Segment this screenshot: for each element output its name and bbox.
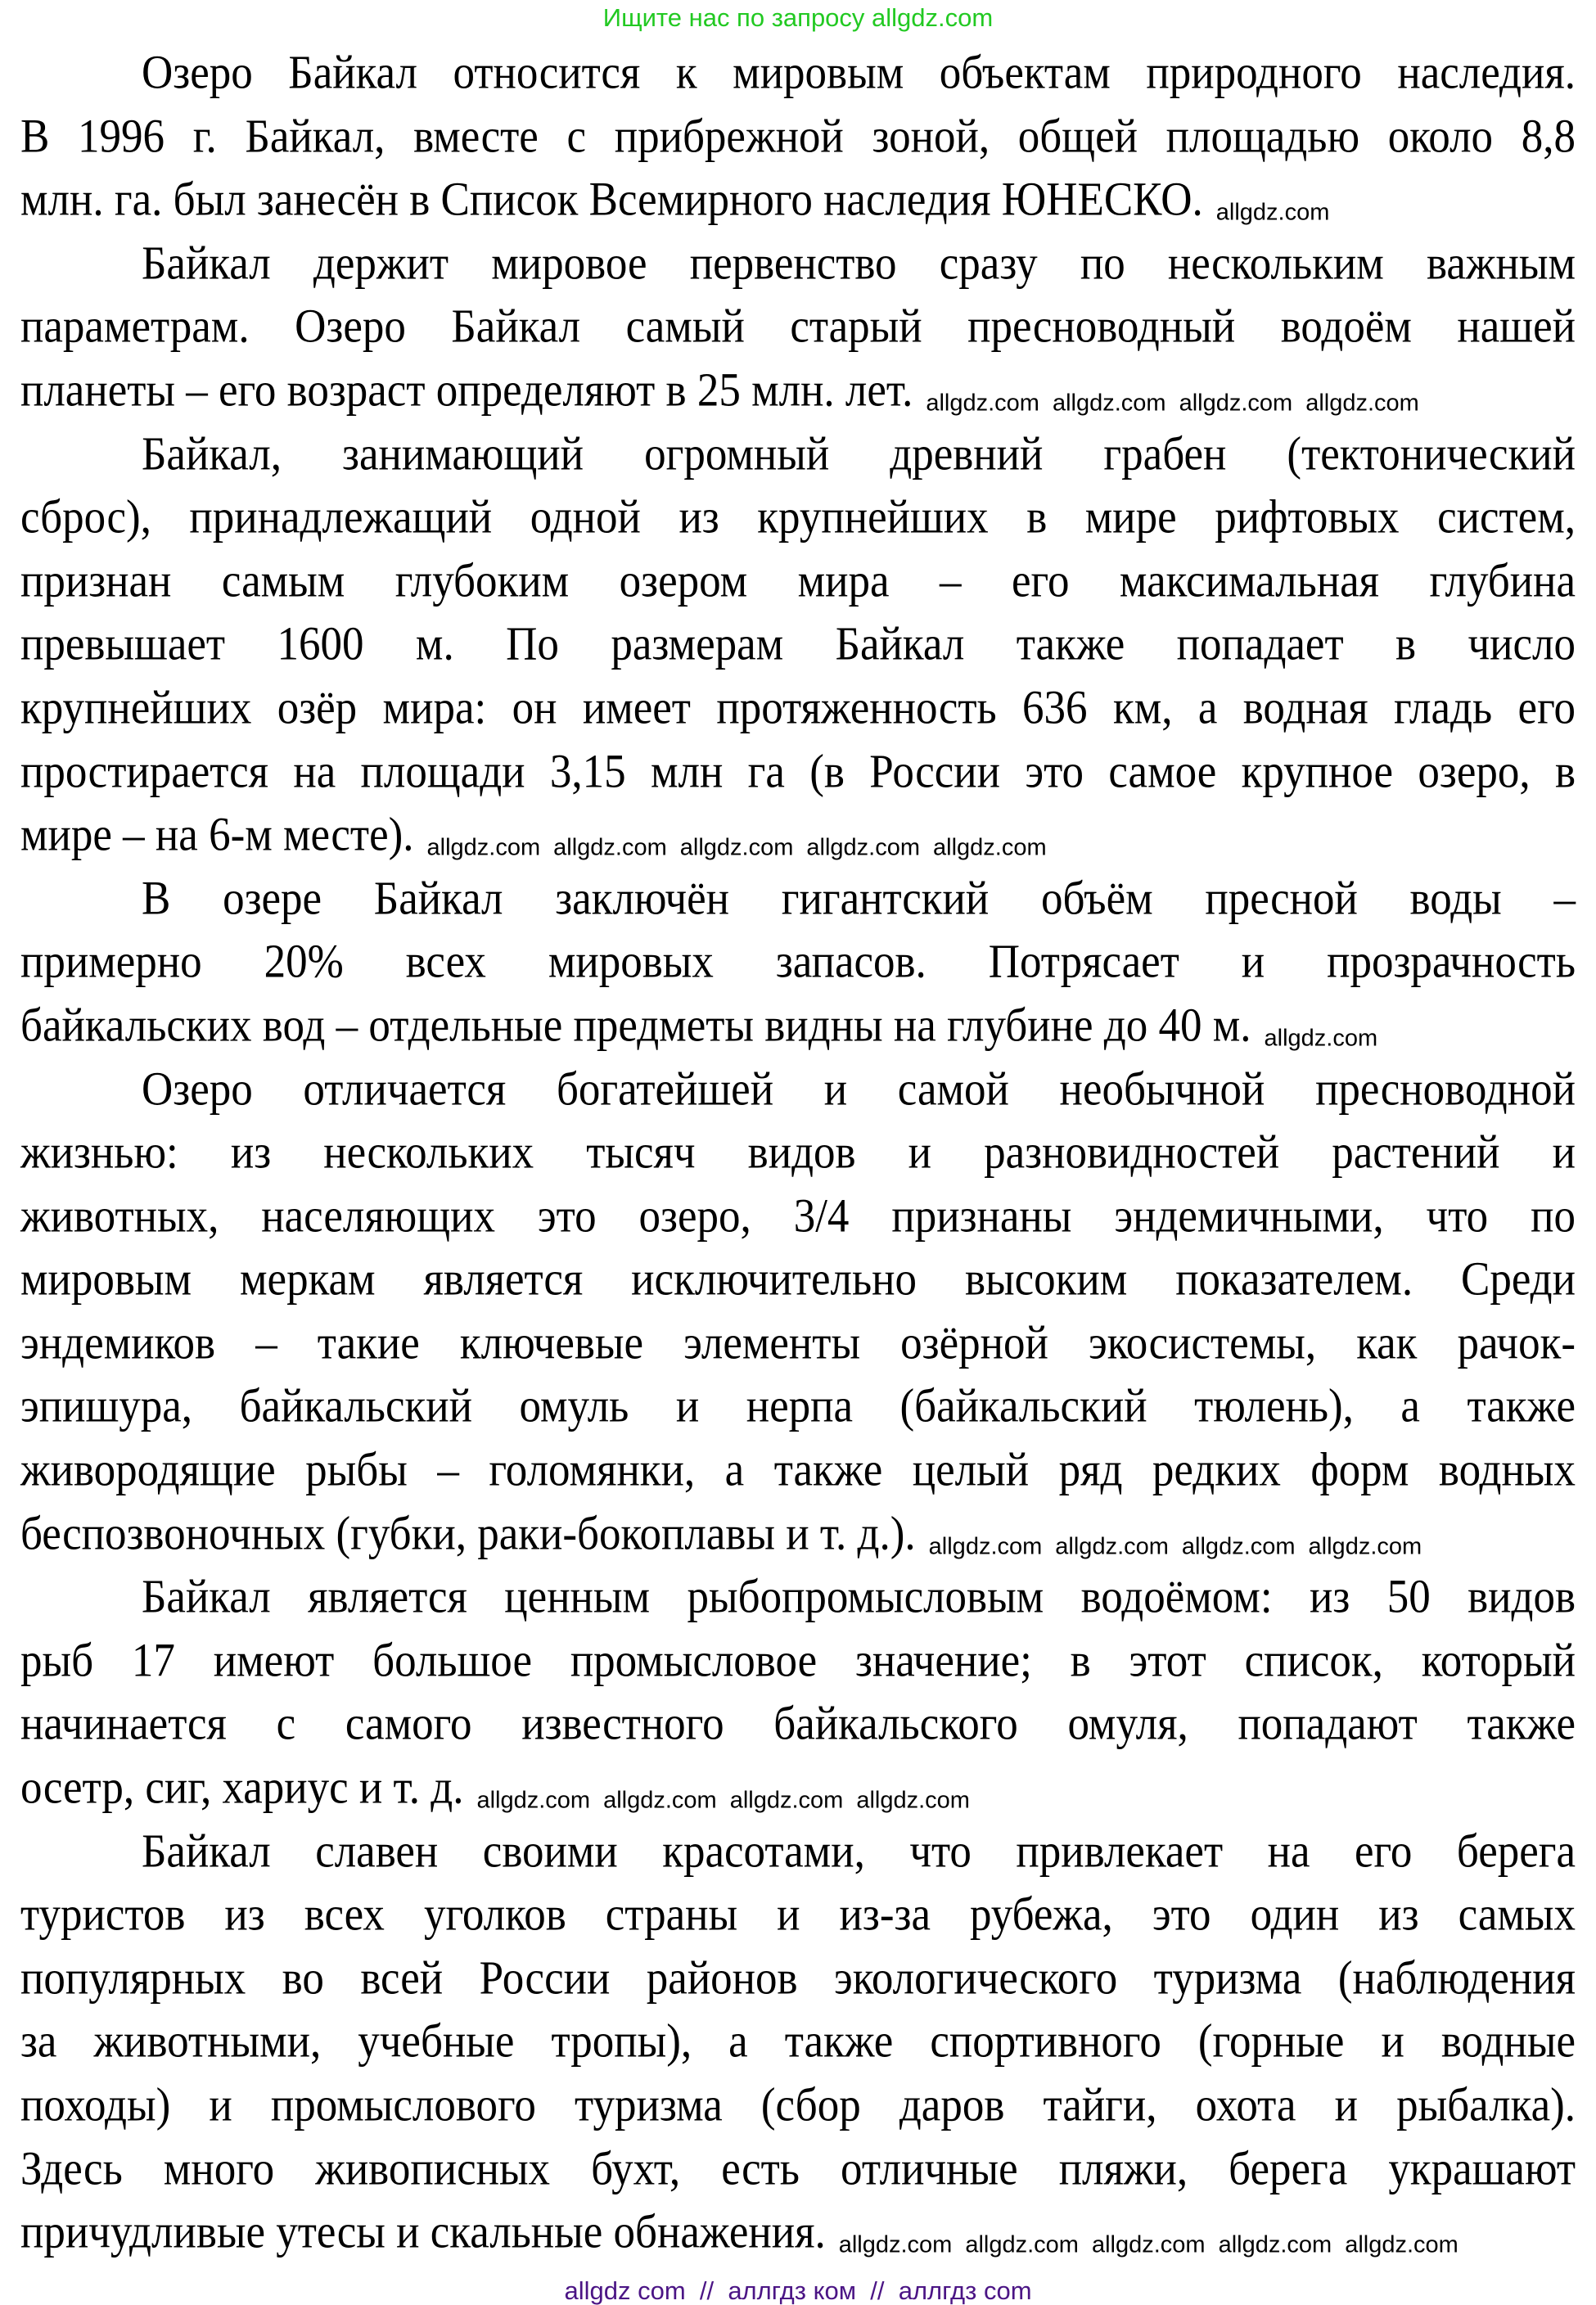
paragraph-line-text: эндемиков – такие ключевые элементы озёрной экосистемы, как рачок-	[20, 1316, 1576, 1369]
watermark: allgdz.com	[933, 834, 1047, 861]
paragraph-line	[20, 1373, 1576, 1442]
paragraph-line	[20, 1817, 1576, 1887]
site-footer-links: allgdz com // аллгдз ком // аллгдз com	[564, 2276, 1032, 2305]
paragraph-line-text: Байкал является ценным рыбопромысловым водоёмом: из 50 видов	[142, 1571, 1576, 1624]
paragraph-line-text: Озеро отличается богатейшей и самой необычной пресноводной	[142, 1062, 1576, 1116]
paragraph-line	[20, 102, 1576, 172]
paragraph-line-text: мировым меркам является исключительно высоким показателем. Среди	[20, 1253, 1576, 1306]
paragraph-line-text: сброс), принадлежащий одной из крупнейших в мире рифтовых систем,	[20, 491, 1576, 544]
paragraph-line	[20, 610, 1576, 679]
paragraph-line	[20, 1055, 1576, 1125]
paragraph-line-text: Здесь много живописных бухт, есть отличные пляжи, берега украшают	[20, 2142, 1576, 2195]
paragraph-line-text: начинается с самого известного байкальского омуля, попадают также	[20, 1698, 1576, 1751]
paragraph-line-text: за животными, учебные тропы), а также спортивного (горные и водные	[20, 2015, 1576, 2068]
document-body	[20, 42, 1576, 2265]
paragraph-line-text: планеты – его возраст определяют в 25 млн. лет.	[20, 363, 913, 417]
paragraph-line	[20, 1690, 1576, 1760]
paragraph-line-text: примерно 20% всех мировых запасов. Потрясает и прозрачность	[20, 936, 1576, 989]
paragraph-line-text: живородящие рыбы – голомянки, а также целый ряд редких форм водных	[20, 1444, 1576, 1496]
paragraph-line-text: беспозвоночных (губки, раки-бокоплавы и т. д.).	[20, 1507, 916, 1560]
watermark: allgdz.com	[1218, 2231, 1332, 2258]
paragraph-line-text: Озеро Байкал относится к мировым объектам природного наследия.	[142, 47, 1576, 99]
watermark: allgdz.com	[928, 1533, 1043, 1560]
paragraph-line-text: мире – на 6-м месте).	[20, 809, 414, 861]
watermark: allgdz.com	[1179, 390, 1293, 417]
paragraph-line-text: эпишура, байкальский омуль и нерпа (байкальский тюлень), а также	[20, 1380, 1576, 1433]
paragraph-line	[20, 1753, 1576, 1823]
paragraph-line-text: Байкал славен своими красотами, что привлекает на его берега	[142, 1825, 1576, 1878]
watermark: allgdz.com	[856, 1787, 970, 1814]
paragraph-line	[20, 674, 1576, 743]
paragraph-line-text: причудливые утесы и скальные обнажения.	[20, 2206, 826, 2259]
watermark: allgdz.com	[926, 390, 1039, 417]
paragraph-line-text: млн. га. был занесён в Список Всемирного наследия ЮНЕСКО.	[20, 174, 1203, 227]
paragraph-line-text: туристов из всех уголков страны и из-за рубежа, это один из самых	[20, 1888, 1576, 1942]
watermark: allgdz.com	[1264, 1025, 1378, 1052]
paragraph-line	[20, 927, 1576, 997]
paragraph-line-text: осетр, сиг, хариус и т. д.	[20, 1761, 464, 1814]
paragraph-line	[20, 864, 1576, 934]
watermark: allgdz.com	[1055, 1533, 1169, 1560]
paragraph-line-text: походы) и промыслового туризма (сбор даров тайги, охота и рыбалка).	[20, 2079, 1576, 2131]
paragraph-line-text: В озере Байкал заключён гигантский объём пресной воды –	[142, 872, 1576, 925]
paragraph-line-text: байкальских вод – отдельные предметы видны на глубине до 40 м.	[20, 999, 1251, 1052]
watermark: allgdz.com	[1215, 199, 1330, 226]
watermark: allgdz.com	[838, 2231, 953, 2258]
paragraph-line	[20, 2198, 1576, 2267]
paragraph-line	[20, 1118, 1576, 1188]
paragraph-line	[20, 420, 1576, 489]
paragraph-line	[20, 1182, 1576, 1252]
paragraph-line	[20, 292, 1576, 362]
paragraph-line	[20, 991, 1576, 1061]
paragraph-line-text: признан самым глубоким озером мира – его максимальная глубина	[20, 554, 1576, 607]
paragraph-line	[20, 1436, 1576, 1505]
paragraph-line	[20, 1626, 1576, 1696]
watermark: allgdz.com	[1305, 390, 1419, 417]
paragraph-line	[20, 1245, 1576, 1315]
paragraph-line-text: В 1996 г. Байкал, вместе с прибрежной зоной, общей площадью около 8,8	[20, 110, 1576, 163]
paragraph-line	[20, 547, 1576, 616]
paragraph-line-text: животных, населяющих это озеро, 3/4 признаны эндемичными, что по	[20, 1189, 1576, 1243]
paragraph-line-text: Байкал держит мировое первенство сразу по нескольким важным	[142, 237, 1576, 290]
paragraph-line-text: популярных во всей России районов экологического туризма (наблюдения	[20, 1951, 1576, 2005]
paragraph-line	[20, 738, 1576, 807]
paragraph-line-text: крупнейших озёр мира: он имеет протяженность 636 км, а водная гладь его	[20, 681, 1576, 734]
paragraph-line	[20, 1500, 1576, 1569]
paragraph-line	[20, 2135, 1576, 2204]
watermark: allgdz.com	[1091, 2231, 1206, 2258]
paragraph-line	[20, 229, 1576, 299]
paragraph-line	[20, 2008, 1576, 2077]
paragraph-line-text: простирается на площади 3,15 млн га (в России это самое крупное озеро, в	[20, 745, 1576, 798]
paragraph-line	[20, 356, 1576, 426]
paragraph-line	[20, 1309, 1576, 1378]
paragraph-line	[20, 165, 1576, 235]
paragraph-line-text: Байкал, занимающий огромный древний грабен (тектонический	[142, 427, 1576, 480]
paragraph-line-text: жизнью: из нескольких тысяч видов и разновидностей растений и	[20, 1126, 1576, 1179]
paragraph-line	[20, 1563, 1576, 1632]
paragraph-line	[20, 1944, 1576, 2014]
paragraph-line-text: превышает 1600 м. По размерам Байкал также попадает в число	[20, 618, 1576, 671]
paragraph-line-text: рыб 17 имеют большое промысловое значение; в этот список, который	[20, 1634, 1576, 1687]
watermark: allgdz.com	[603, 1787, 717, 1814]
watermark: allgdz.com	[1181, 1533, 1296, 1560]
watermark: allgdz.com	[1308, 1533, 1422, 1560]
paragraph-line	[20, 2071, 1576, 2140]
paragraph-line	[20, 483, 1576, 553]
watermark: allgdz.com	[729, 1787, 844, 1814]
watermark: allgdz.com	[679, 834, 794, 861]
paragraph-line-text: параметрам. Озеро Байкал самый старый пресноводный водоём нашей	[20, 300, 1576, 354]
watermark: allgdz.com	[476, 1787, 591, 1814]
watermark: allgdz.com	[965, 2231, 1079, 2258]
paragraph-line	[20, 38, 1576, 108]
watermark: allgdz.com	[553, 834, 667, 861]
watermark: allgdz.com	[426, 834, 541, 861]
watermark: allgdz.com	[1052, 390, 1166, 417]
watermark: allgdz.com	[806, 834, 920, 861]
paragraph-line	[20, 801, 1576, 870]
paragraph-line	[20, 1880, 1576, 1950]
search-hint-header: Ищите нас по запросу allgdz.com	[602, 3, 994, 32]
watermark: allgdz.com	[1345, 2231, 1458, 2258]
